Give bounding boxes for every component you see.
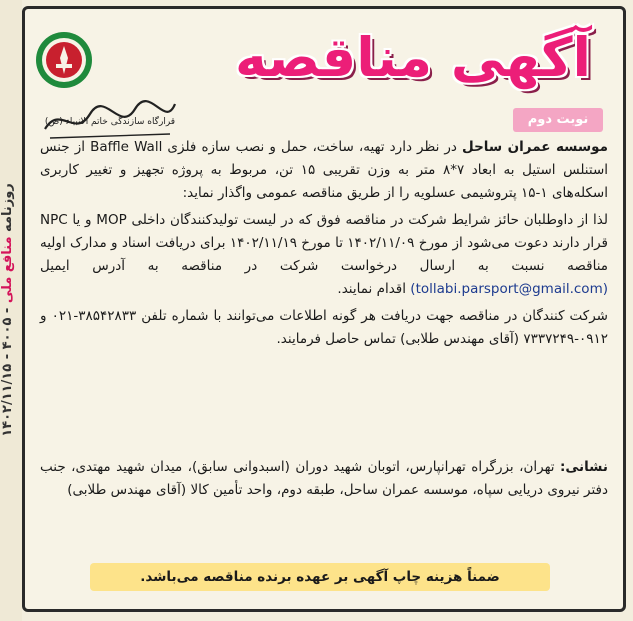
- side-strip: [0, 0, 22, 621]
- paragraph-contact: [40, 305, 608, 351]
- invitation-end: اقدام نمایند.: [337, 281, 411, 297]
- footer-note: ضمناً هزینه چاپ آگهی بر عهده برنده مناقصه می‌باشد.: [90, 563, 550, 591]
- signature-text: قرارگاه سازندگی خاتم الانبیاء (ص): [44, 117, 176, 127]
- newspaper-brand: منافع ملی: [0, 236, 15, 304]
- emblem-icon: [34, 30, 94, 90]
- paragraph-intro: [40, 136, 608, 205]
- paragraph-invitation: [40, 209, 608, 301]
- notice-body: [40, 136, 608, 454]
- issue-date: - ۴۰۰۵ - ۱۴۰۲/۱۱/۱۵: [0, 307, 15, 437]
- contact-text: شرکت کنندگان در مناقصه جهت دریافت هر گونه اطلاعات می‌توانند با شماره تلفن ۳۸۵۴۲۸۳۳-۰۲۱ و ۰۹۱۲-۷۳۳۷۲۴۹ (آقای مهندس طلابی) تماس حاصل فرمایند.: [40, 308, 608, 347]
- company-name: موسسه عمران ساحل: [462, 139, 608, 155]
- intro-text: در نظر دارد تهیه، ساخت، حمل و نصب سازه فلزی Baffle Wall از جنس استنلس استیل به ابعاد ۷*۸ متر به وزن تقریبی ۱۵ تن، مربوط به پروژه تجهیز و تغییر کاربری اسکله‌های ۱-۱۵ پتروشیمی عسلویه را از طریق مناقصه عمومی واگذار نماید:: [40, 139, 609, 201]
- notice-title: آگهی مناقصه: [234, 26, 592, 89]
- address-text: تهران، بزرگراه تهرانپارس، اتوبان شهید دوران (اسبدوانی سابق)، میدان شهید مهتدی، جنب دفتر نیروی دریایی سپاه، موسسه عمران ساحل، طبقه دوم، واحد تأمین کالا (آقای مهندس طلابی): [40, 459, 608, 498]
- address-label: نشانی:: [559, 459, 608, 475]
- newspaper-label: روزنامه: [0, 183, 15, 232]
- address-block: [40, 456, 608, 546]
- round-badge: نوبت دوم: [513, 108, 603, 132]
- email-link[interactable]: (tollabi.parsport@gmail.com): [410, 281, 608, 297]
- invitation-text: لذا از داوطلبان حائز شرایط شرکت در مناقصه فوق که در لیست تولیدکنندگان داخلی MOP و یا NPC قرار دارند دعوت می‌شود از مورخ ۱۴۰۲/۱۱/۰۹ تا مورخ ۱۴۰۲/۱۱/۱۹ برای دریافت اسناد و مدارک اولیه مناقصه نسبت به ارسال درخواست شرکت در مناقصه به آدرس ایمیل: [40, 212, 609, 274]
- newspaper-side-note: [0, 65, 20, 555]
